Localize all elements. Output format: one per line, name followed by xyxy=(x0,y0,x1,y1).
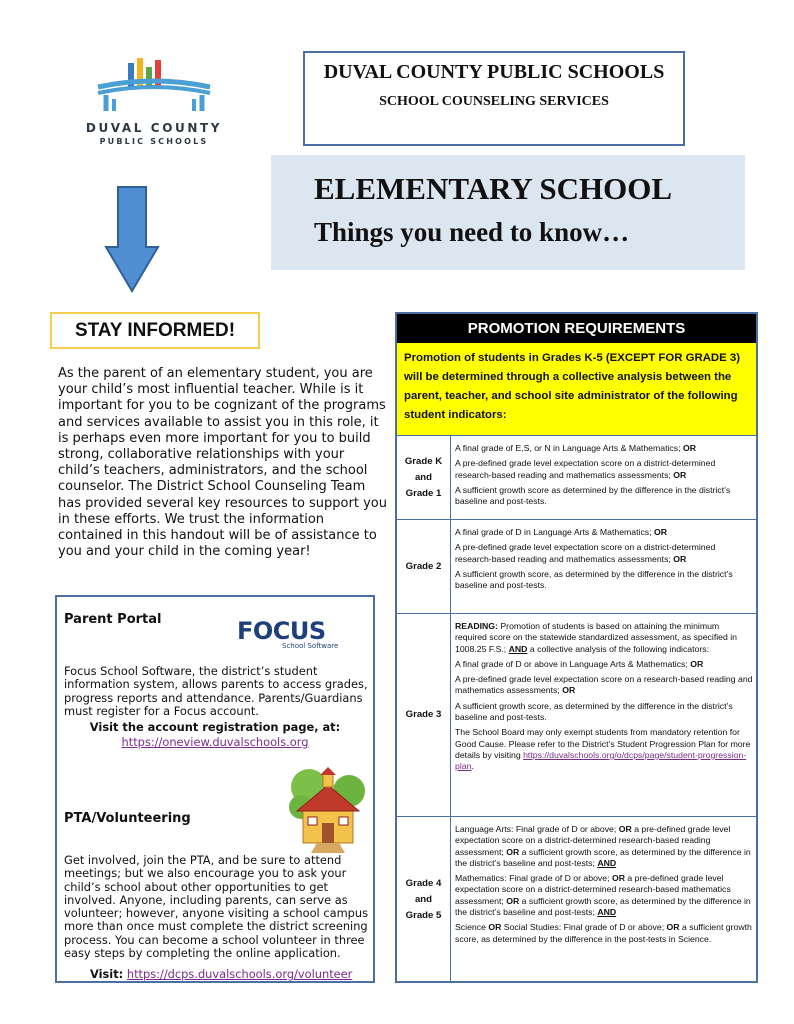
grade-k1-item3: A sufficient growth score as determined by the difference in the district’s baseline and post-tests. xyxy=(455,484,731,507)
math-c: a sufficient growth score, as determined by the difference in the district’s baseline and post-tests; xyxy=(455,895,751,918)
grade-k1-label1: Grade K xyxy=(404,455,443,467)
logo-line2: PUBLIC SCHOOLS xyxy=(99,137,209,146)
resources-box xyxy=(55,595,375,983)
la-c: a sufficient growth score, as determined by the difference in the district’s baseline and post-tests; xyxy=(455,846,751,868)
or-label: OR xyxy=(562,685,576,696)
pta-title: PTA/Volunteering xyxy=(64,811,191,826)
and-label: AND xyxy=(508,643,528,654)
parent-portal-link[interactable]: https://oneview.duvalschools.org xyxy=(121,735,309,749)
or-label: OR xyxy=(690,658,704,669)
row-grade-3 xyxy=(397,613,756,816)
grade-3-reading-tail: a collective analysis of the following indicators: xyxy=(529,643,710,654)
grade-3-body: READING: Promotion of students is based on attaining the minimum required score on the statewide standardized assessment, as specified in 1008.25 F.S.; AND a collective analysis of the following indicators: A final grade of D or above in Language Arts & Mathematics; OR A pre-defined grade level expectation score on a research-based reading and mathematics assessments; OR A sufficient growth score, as determined by the difference in the district’s baseline and post-tests. The School Board may only exempt students from mandatory retention for Good Cause. Please refer to the District’s Student Progression Plan for more details by visiting https://duvalschools.org/o/dcps/page/student-progression-plan. xyxy=(455,621,753,772)
grade-k1-item1: A final grade of E,S, or N in Language Arts & Mathematics; xyxy=(455,443,681,453)
reading-label: READING: xyxy=(455,621,498,631)
grade-45-label1: Grade 4 xyxy=(405,878,442,889)
grade-k1-label xyxy=(397,436,451,519)
grade-45-label2: and xyxy=(414,894,433,905)
bridge-logo-icon xyxy=(84,55,224,117)
pta-text: Get involved, join the PTA, and be sure to attend meetings; but we also encourage you to ask your child’s school about other opportunities to get involved. Anyone, including parents, can serve as volunteer; however, anyone visiting a school campus more than once must complete the district screening process. You can become a school volunteer in three easy steps by completing the online application. xyxy=(64,853,369,961)
grade-k1-label3: Grade 1 xyxy=(405,487,442,499)
banner-subtitle: Things you need to know… xyxy=(314,217,630,247)
banner-title: ELEMENTARY SCHOOL xyxy=(314,171,673,206)
focus-logo-sub: School Software xyxy=(282,642,339,650)
row-grade-45 xyxy=(397,816,756,983)
grade-3-board-text: The School Board may only exempt students from mandatory retention for Good Cause. Please refer to the District’s Student Progression Plan for more details by visiting xyxy=(455,727,751,760)
parent-portal-visit: Visit the account registration page, at: xyxy=(89,720,341,734)
focus-logo xyxy=(237,617,357,651)
stay-informed-heading: STAY INFORMED! xyxy=(50,312,260,349)
grade-45-label3: Grade 5 xyxy=(405,910,442,921)
grade-2-body xyxy=(455,527,753,591)
or-label: OR xyxy=(653,527,667,537)
grade-2-item2: A pre-defined grade level expectation score on a district-determined research-based reading and mathematics assessments; xyxy=(455,542,716,564)
grade-3-item3: A sufficient growth score, as determined by the difference in the district’s baseline and post-tests. xyxy=(455,700,733,723)
and-label: AND xyxy=(597,857,617,868)
row-grade-2 xyxy=(397,519,756,613)
pta-visit-label: Visit: xyxy=(90,967,124,981)
grade-3-label: Grade 3 xyxy=(397,614,451,816)
parent-portal-text: Focus School Software, the district’s student information system, allows parents to access grades, progress reports and attendance. Parents/Guardians must register for a Focus account. xyxy=(64,664,368,718)
grade-45-body xyxy=(455,824,753,945)
grade-3-item1: A final grade of D or above in Language Arts & Mathematics; xyxy=(455,658,688,669)
pta-link[interactable]: https://dcps.duvalschools.org/volunteer xyxy=(126,967,353,981)
sci-c: a sufficient growth score, as determined by the difference in the post-tests in Science. xyxy=(455,922,752,944)
sci-b: Social Studies: Final grade of D or above; xyxy=(503,922,665,933)
or-label: OR xyxy=(506,895,520,906)
schoolhouse-icon xyxy=(287,767,369,853)
grade-3-item2: A pre-defined grade level expectation score on a research-based reading and mathematics assessments; xyxy=(455,674,753,696)
grade-45-label xyxy=(397,817,451,983)
header-box xyxy=(303,51,685,146)
or-label: OR xyxy=(506,846,520,857)
or-label: OR xyxy=(682,443,696,453)
grade-k1-item2: A pre-defined grade level expectation score on a district-determined research-based reading and mathematics assessments; xyxy=(455,458,716,480)
pta-visit-line xyxy=(90,967,352,981)
or-label: OR xyxy=(666,922,680,933)
promotion-heading: PROMOTION REQUIREMENTS xyxy=(397,314,756,343)
and-label: AND xyxy=(597,907,617,918)
header-subtitle: SCHOOL COUNSELING SERVICES xyxy=(379,94,609,109)
grade-2-item3: A sufficient growth score, as determined by the difference in the district’s baseline and post-tests. xyxy=(455,568,733,591)
focus-logo-word: FOCUS xyxy=(237,617,326,645)
or-label: OR xyxy=(673,469,687,480)
row-grade-k1 xyxy=(397,435,756,519)
math-b: a pre-defined grade level expectation score on a district-determined research-based mathematics assessment; xyxy=(455,873,731,906)
district-logo xyxy=(84,55,224,150)
logo-line1: DUVAL COUNTY xyxy=(85,121,223,135)
parent-portal-title: Parent Portal xyxy=(64,612,162,627)
or-label: OR xyxy=(488,922,502,933)
la-b: a pre-defined grade level expectation score on a district-determined research-based reading assessment; xyxy=(455,824,731,857)
grade-2-item1: A final grade of D in Language Arts & Mathematics; xyxy=(455,527,652,537)
math-a: Mathematics: Final grade of D or above; xyxy=(455,873,610,884)
intro-paragraph: As the parent of an elementary student, you are your child’s most influential teacher. While is it important for you to be cognizant of the programs and services available to assist you in this role, it is perhaps even more important for you to build strong, collaborative relationships with your child’s teachers, administrators, and the school counselor. The District School Counseling Team has provided several key resources to support you in these efforts. We trust the information contained in this handout will be of assistance to you and your child in the coming year! xyxy=(58,366,387,560)
grade-2-label: Grade 2 xyxy=(397,520,451,613)
or-label: OR xyxy=(673,553,687,564)
down-arrow-icon xyxy=(104,185,160,293)
grade-k1-label2: and xyxy=(414,471,433,483)
promotion-intro: Promotion of students in Grades K-5 (EXCEPT FOR GRADE 3) will be determined through a collective analysis between the parent, teacher, and school site administrator of the following student indicators: xyxy=(397,343,756,435)
or-label: OR xyxy=(611,873,625,884)
sci-a: Science xyxy=(455,922,486,933)
header-title: DUVAL COUNTY PUBLIC SCHOOLS xyxy=(323,61,665,83)
promotion-requirements-table xyxy=(395,312,758,983)
elementary-banner xyxy=(271,155,745,270)
grade-3-reading-text: Promotion of students is based on attaining the minimum required score on the statewide standardized assessment, as specified in 1008.25 F.S.; xyxy=(455,621,738,654)
or-label: OR xyxy=(618,824,632,834)
grade-k1-body xyxy=(455,443,753,507)
la-a: Language Arts: Final grade of D or above; xyxy=(455,824,617,834)
progression-plan-link[interactable]: https://duvalschools.org/o/dcps/page/student-progression-plan xyxy=(455,749,747,772)
